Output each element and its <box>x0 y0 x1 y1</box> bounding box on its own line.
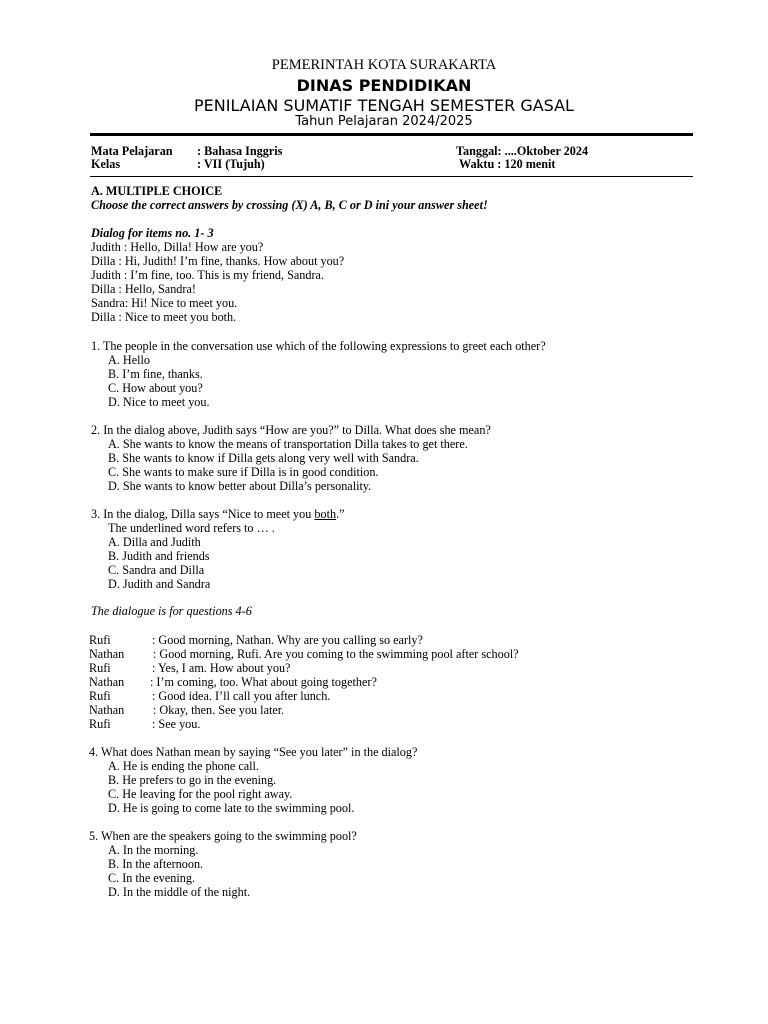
question-5-option-b: B. In the afternoon. <box>108 857 204 871</box>
underlined-word: both <box>314 507 337 521</box>
dialog2-speaker: Rufi <box>89 717 111 731</box>
class-value: : VII (Tujuh) <box>197 157 265 171</box>
question-1-option-c: C. How about you? <box>108 381 203 395</box>
dialog1-line: Dilla : Hello, Sandra! <box>91 282 196 296</box>
subject-value: : Bahasa Inggris <box>197 144 283 158</box>
dialog2-text: : Yes, I am. How about you? <box>152 661 291 675</box>
question-4-option-c: C. He leaving for the pool right away. <box>108 787 293 801</box>
question-3-option-b: B. Judith and friends <box>108 549 210 563</box>
dialog2-speaker: Rufi <box>89 689 111 703</box>
section-instruction: Choose the correct answers by crossing (X) A, B, C or D ini your answer sheet! <box>91 198 488 212</box>
dialog2-text: : Good morning, Nathan. Why are you calling so early? <box>152 633 423 647</box>
dialog2-title: The dialogue is for questions 4-6 <box>91 604 252 618</box>
question-5-option-a: A. In the morning. <box>108 843 199 857</box>
dialog1-line: Judith : I’m fine, too. This is my friend, Sandra. <box>91 268 325 282</box>
question-2-option-b: B. She wants to know if Dilla gets along very well with Sandra. <box>108 451 419 465</box>
dialog2-text: : See you. <box>152 717 201 731</box>
question-1-option-d: D. Nice to meet you. <box>108 395 210 409</box>
question-3-stem-end: .” <box>336 507 345 521</box>
question-2-option-a: A. She wants to know the means of transportation Dilla takes to get there. <box>108 437 468 451</box>
dialog2-speaker: Nathan <box>89 675 125 689</box>
question-1-option-a: A. Hello <box>108 353 150 367</box>
question-3-option-a: A. Dilla and Judith <box>108 535 201 549</box>
exam-date: Tanggal: ....Oktober 2024 <box>456 144 589 158</box>
dialog2-speaker: Rufi <box>89 633 111 647</box>
dialog1-title: Dialog for items no. 1- 3 <box>91 226 214 240</box>
dialog2-text: : Good morning, Rufi. Are you coming to the swimming pool after school? <box>153 647 519 661</box>
dialog2-text: : Good idea. I’ll call you after lunch. <box>152 689 331 703</box>
question-1-option-b: B. I’m fine, thanks. <box>108 367 203 381</box>
question-2-option-d: D. She wants to know better about Dilla’s personality. <box>108 479 372 493</box>
question-2-stem: 2. In the dialog above, Judith says “How are you?” to Dilla. What does she mean? <box>91 423 491 437</box>
dialog2-speaker: Nathan <box>89 647 125 661</box>
dialog1-line: Sandra: Hi! Nice to meet you. <box>91 296 238 310</box>
dialog2-speaker: Rufi <box>89 661 111 675</box>
info-divider <box>90 176 693 177</box>
question-4-option-b: B. He prefers to go in the evening. <box>108 773 277 787</box>
header-divider-thick <box>90 133 693 136</box>
question-4-stem: 4. What does Nathan mean by saying “See you later” in the dialog? <box>89 745 418 759</box>
dialog2-text: : Okay, then. See you later. <box>153 703 285 717</box>
question-2-option-c: C. She wants to make sure if Dilla is in good condition. <box>108 465 379 479</box>
question-5-option-c: C. In the evening. <box>108 871 195 885</box>
question-3-stem-start: 3. In the dialog, Dilla says “Nice to meet you <box>91 507 315 521</box>
question-5-option-d: D. In the middle of the night. <box>108 885 251 899</box>
question-3-prompt: The underlined word refers to … . <box>108 521 275 535</box>
dialog2-speaker: Nathan <box>89 703 125 717</box>
question-4-option-a: A. He is ending the phone call. <box>108 759 259 773</box>
government-name: PEMERINTAH KOTA SURAKARTA <box>271 57 497 73</box>
dialog1-line: Dilla : Nice to meet you both. <box>91 310 237 324</box>
dialog1-line: Judith : Hello, Dilla! How are you? <box>91 240 264 254</box>
question-1-stem: 1. The people in the conversation use which of the following expressions to greet each other? <box>91 339 546 353</box>
dialog1-line: Dilla : Hi, Judith! I’m fine, thanks. How about you? <box>91 254 345 268</box>
academic-year: Tahun Pelajaran 2024/2025 <box>295 114 473 129</box>
question-3-option-d: D. Judith and Sandra <box>108 577 211 591</box>
question-5-stem: 5. When are the speakers going to the swimming pool? <box>89 829 357 843</box>
section-title: A. MULTIPLE CHOICE <box>91 184 223 198</box>
dialog2-text: : I’m coming, too. What about going together? <box>150 675 377 689</box>
question-4-option-d: D. He is going to come late to the swimming pool. <box>108 801 355 815</box>
question-3-stem <box>91 507 345 521</box>
department-name: DINAS PENDIDIKAN <box>296 76 472 95</box>
subject-label: Mata Pelajaran <box>91 144 173 158</box>
question-3-option-c: C. Sandra and Dilla <box>108 563 205 577</box>
exam-title: PENILAIAN SUMATIF TENGAH SEMESTER GASAL <box>194 96 574 115</box>
exam-time: Waktu : 120 menit <box>459 157 556 171</box>
class-label: Kelas <box>91 157 121 171</box>
